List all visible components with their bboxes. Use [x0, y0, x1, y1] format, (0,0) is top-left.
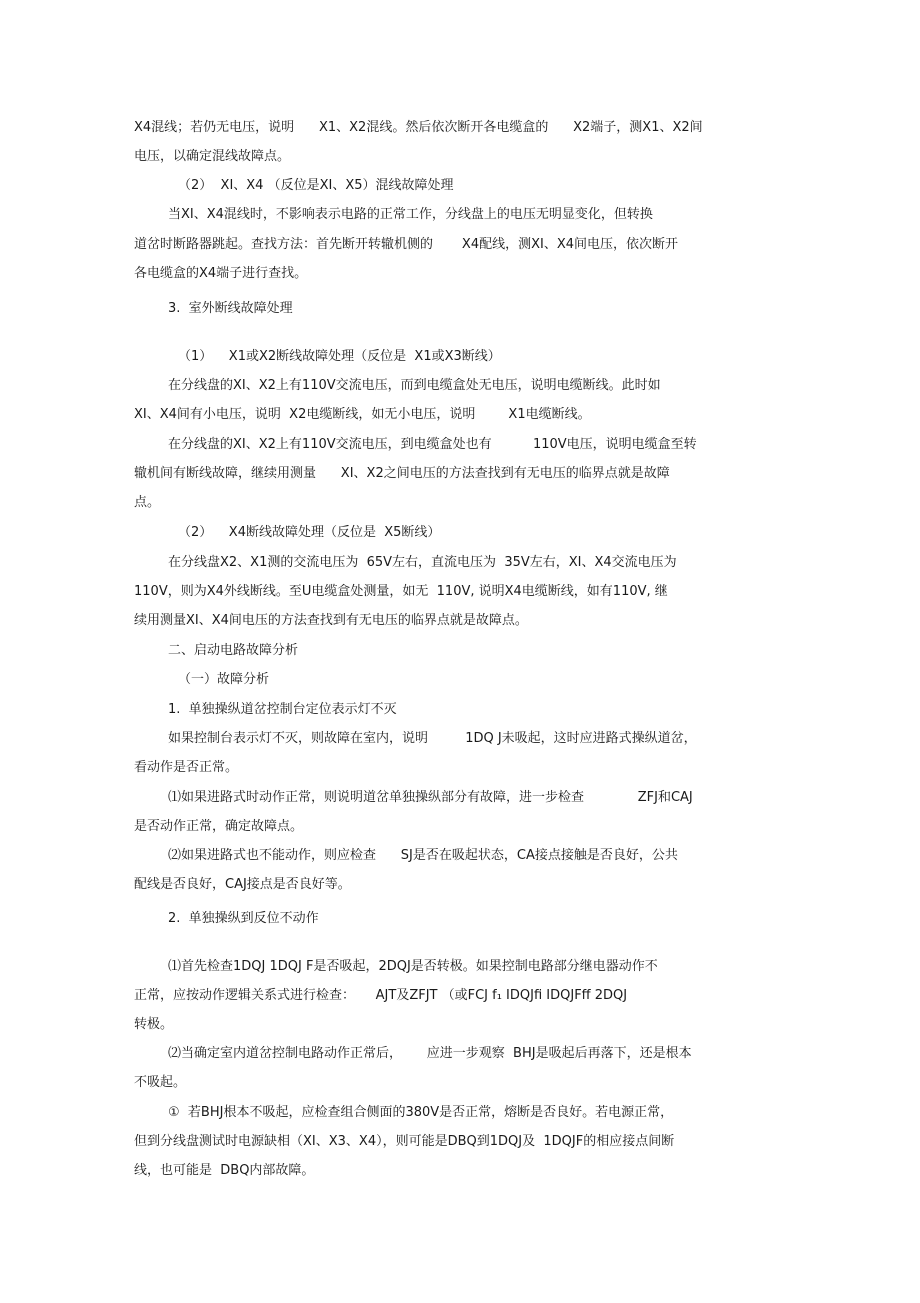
text-line: 续用测量XI、X4间电压的方法查找到有无电压的临界点就是故障点。	[134, 613, 528, 628]
text-line: （2） X4断线故障处理（反位是 X5断线）	[178, 525, 441, 540]
text-line: （2） XI、X4 （反位是XI、X5）混线故障处理	[178, 178, 454, 193]
text-line: 但到分线盘测试时电源缺相（XI、X3、X4），则可能是DBQ到1DQJ及 1DQJF的相应接点间断	[134, 1134, 675, 1149]
text-line: 在分线盘的XI、X2上有110V交流电压，到电缆盒处也有 110V电压，说明电缆盒至转	[168, 437, 697, 452]
text-line: 点。	[134, 495, 161, 510]
text-line: 当XI、X4混线时，不影响表示电路的正常工作，分线盘上的电压无明显变化，但转换	[168, 207, 653, 222]
text-line: 在分线盘的XI、X2上有110V交流电压，而到电缆盒处无电压，说明电缆断线。此时如	[168, 378, 661, 393]
text-line: 电压，以确定混线故障点。	[134, 149, 291, 164]
text-line: X4混线；若仍无电压，说明 X1、X2混线。然后依次断开各电缆盒的 X2端子，测X1、X2间	[134, 120, 703, 135]
section-heading: 2. 单独操纵到反位不动作	[168, 911, 319, 926]
text-line: 110V，则为X4外线断线。至U电缆盒处测量，如无 110V, 说明X4电缆断线，如有110V, 继	[134, 584, 668, 599]
text-line: （1） X1或X2断线故障处理（反位是 X1或X3断线）	[178, 349, 501, 364]
text-line: 1. 单独操纵道岔控制台定位表示灯不灭	[168, 702, 397, 717]
section-heading: 3. 室外断线故障处理	[168, 301, 293, 316]
text-line: 辙机间有断线故障，继续用测量 XI、X2之间电压的方法查找到有无电压的临界点就是故障	[134, 466, 670, 481]
text-line: 如果控制台表示灯不灭，则故障在室内，说明 1DQ J未吸起，这时应进路式操纵道岔，	[168, 731, 697, 746]
text-line: XI、X4间有小电压，说明 X2电缆断线，如无小电压，说明 X1电缆断线。	[134, 407, 591, 422]
text-line: 正常，应按动作逻辑关系式进行检查： AJT及ZFJT （或FCJ f₁ IDQJfi IDQJFff 2DQJ	[134, 988, 628, 1003]
text-line: 看动作是否正常。	[134, 760, 239, 775]
section-heading: 二、启动电路故障分析	[168, 643, 299, 658]
text-line: ① 若BHJ根本不吸起，应检查组合侧面的380V是否正常，熔断是否良好。若电源正常，	[168, 1105, 674, 1120]
text-line: 配线是否良好，CAJ接点是否良好等。	[134, 877, 351, 892]
text-line: 转极。	[134, 1017, 174, 1032]
text-line: 各电缆盒的X4端子进行查找。	[134, 266, 308, 281]
text-line: ⑴首先检查1DQJ 1DQJ F是否吸起，2DQJ是否转极。如果控制电路部分继电器动作不	[168, 959, 658, 974]
text-line: 线，也可能是 DBQ内部故障。	[134, 1163, 315, 1178]
text-line: 道岔时断路器跳起。查找方法：首先断开转辙机侧的 X4配线，测XI、X4间电压，依次断开	[134, 237, 679, 252]
text-line: 不吸起。	[134, 1075, 187, 1090]
text-line: 是否动作正常，确定故障点。	[134, 819, 304, 834]
text-line: ⑴如果进路式时动作正常，则说明道岔单独操纵部分有故障，进一步检查 ZFJ和CAJ	[168, 790, 693, 805]
section-heading: （一）故障分析	[178, 672, 270, 687]
text-line: ⑵如果进路式也不能动作，则应检查 SJ是否在吸起状态，CA接点接触是否良好，公共	[168, 848, 678, 863]
text-line: ⑵当确定室内道岔控制电路动作正常后， 应进一步观察 BHJ是吸起后再落下，还是根本	[168, 1046, 692, 1061]
text-line: 在分线盘X2、X1测的交流电压为 65V左右，直流电压为 35V左右，XI、X4交流电压为	[168, 555, 677, 570]
